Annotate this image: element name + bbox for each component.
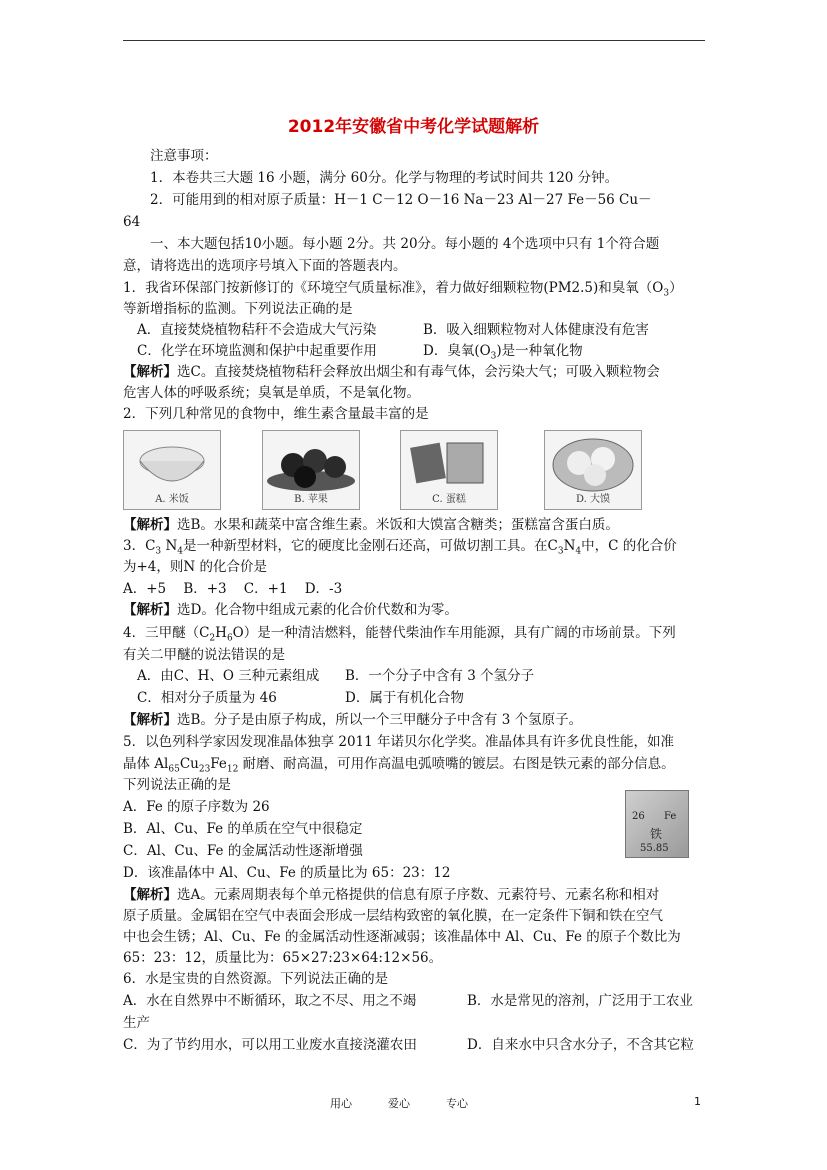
q6-option-d: D．自来水中只含水分子，不含其它粒 [467, 1037, 694, 1053]
element-symbol: Fe [664, 811, 677, 822]
q2-picture-cake: C. 蛋糕 [400, 430, 498, 510]
footer-item-1: 用心 [330, 1097, 352, 1110]
q6-stem: 6．水是宝贵的自然资源。下列说法正确的是 [123, 971, 389, 987]
iron-element-tile [625, 790, 689, 858]
q1-stem-cont: 等新增指标的监测。下列说法正确的是 [123, 301, 353, 317]
q6-option-b: B．水是常见的溶剂，广泛用于工农业 [467, 993, 693, 1009]
element-name: 铁 [650, 827, 663, 841]
q6-option-c: C．为了节约用水，可以用工业废水直接浇灌农田 [123, 1037, 417, 1053]
q1-stem: 1．我省环保部门按新修订的《环境空气质量标准》，着力做好细颗粒物(PM2.5)和臭氧$(O_3)$ [123, 280, 683, 299]
notice-item-2: 2．可能用到的相对原子质量：H－1 C－12 O－16 Na－23 Al－27 Fe－56 Cu－ [150, 192, 652, 208]
q4-option-d: D．属于有机化合物 [345, 690, 464, 706]
q1-option-d: D．臭氧$(O_3)$是一种氧化物 [423, 343, 583, 362]
q1-option-a: A．直接焚烧植物秸秆不会造成大气污染 [137, 322, 377, 338]
q1-option-c: C．化学在环境监测和保护中起重要作用 [137, 343, 377, 359]
q2-picture-steamed-bun: D. 大馍 [544, 430, 642, 510]
q5-answer-cont-1: 原子质量。金属铝在空气中表面会形成一层结构致密的氧化膜，在一定条件下铜和铁在空气 [123, 908, 663, 924]
q2-picture-rice: A. 米饭 [123, 430, 221, 510]
q5-option-b: B．Al、Cu、Fe 的单质在空气中很稳定 [123, 821, 363, 837]
atomic-mass: 55.85 [640, 843, 669, 854]
q5-answer: 【解析】选A。元素周期表每个单元格提供的信息有原子序数、元素符号、元素名称和相对 [123, 887, 660, 903]
page-number: 1 [694, 1095, 701, 1108]
header-rule [123, 40, 705, 41]
q5-option-a: A．Fe 的原子序数为 26 [123, 799, 270, 815]
q1-answer-cont: 危害人体的呼吸系统；臭氧是单质，不是氧化物。 [123, 385, 420, 401]
q2-answer: 【解析】选B。水果和蔬菜中富含维生素。米饭和大馍富含糖类；蛋糕富含蛋白质。 [123, 517, 619, 533]
q5-option-c: C．Al、Cu、Fe 的金属活动性逐渐增强 [123, 843, 363, 859]
section1-instructions-cont: 意，请将选出的选项序号填入下面的答题表内。 [123, 258, 407, 274]
q4-stem-cont: 有关二甲醚的说法错误的是 [123, 647, 285, 663]
q2-stem: 2．下列几种常见的食物中，维生素含量最丰富的是 [123, 406, 429, 422]
section1-instructions: 一、本大题包括10小题。每小题 2分。共 20分。每小题的 4个选项中只有 1个符合题 [150, 236, 660, 252]
q5-option-d: D．该准晶体中 Al、Cu、Fe 的质量比为 65：23：12 [123, 865, 451, 881]
q6-option-b-cont: 生产 [123, 1015, 150, 1031]
footer-item-2: 爱心 [388, 1097, 410, 1110]
q4-answer: 【解析】选B。分子是由原子构成，所以一个三甲醚分子中含有 3 个氢原子。 [123, 712, 583, 728]
page-title: 2012年安徽省中考化学试题解析 [287, 117, 540, 137]
footer-item-3: 专心 [446, 1097, 468, 1110]
q2-picture-apple: B. 苹果 [262, 430, 360, 510]
q4-stem: 4．三甲醚$(C_2H_6O)$是一种清洁燃料，能替代柴油作车用能源，具有广阔的市场前景。下列 [123, 625, 676, 644]
notice-heading: 注意事项： [150, 148, 218, 164]
q5-stem: 5．以色列科学家因发现准晶体独享 2011 年诺贝尔化学奖。准晶体具有许多优良性能，如准 [123, 734, 675, 750]
q1-option-b: B．吸入细颗粒物对人体健康没有危害 [423, 322, 649, 338]
notice-item-1: 1．本卷共三大题 16 小题，满分 60分。化学与物理的考试时间共 120 分钟。 [150, 170, 619, 186]
q3-answer: 【解析】选D。化合物中组成元素的化合价代数和为零。 [123, 602, 458, 618]
q3-stem: 3．$C_3$ $N_4$是一种新型材料，它的硬度比金刚石还高，可做切割工具。在$C_3N_4$中，C 的化合价 [123, 538, 677, 557]
q4-option-b: B．一个分子中含有 3 个氢分子 [345, 668, 535, 684]
atomic-number: 26 [632, 811, 645, 822]
q1-answer: 【解析】选C。直接焚烧植物秸秆会释放出烟尘和有毒气体，会污染大气；可吸入颗粒物会 [123, 364, 660, 380]
q6-option-a: A．水在自然界中不断循环，取之不尽、用之不竭 [123, 993, 417, 1009]
q5-answer-cont-3: 65：23：12，质量比为：65×27:23×64:12×56。 [123, 950, 443, 966]
q5-stem-cont-2: 下列说法正确的是 [123, 777, 231, 793]
q4-option-c: C．相对分子质量为 46 [137, 690, 277, 706]
q5-stem-cont: 晶体 $Al_{65}Cu_{23}Fe_{12}$ 耐磨、耐高温，可用作高温电弧喷嘴的镀层。右图是铁元素的部分信息。 [123, 756, 675, 775]
q3-stem-cont: 为+4，则N 的化合价是 [123, 559, 268, 575]
notice-item-2-cont: 64 [123, 214, 141, 230]
q4-option-a: A．由C、H、O 三种元素组成 [137, 668, 320, 684]
q3-options: A．+5 B．+3 C．+1 D．-3 [123, 581, 343, 597]
q5-answer-cont-2: 中也会生锈；Al、Cu、Fe 的金属活动性逐渐减弱；该准晶体中 Al、Cu、Fe 的原子个数比为 [123, 929, 681, 945]
